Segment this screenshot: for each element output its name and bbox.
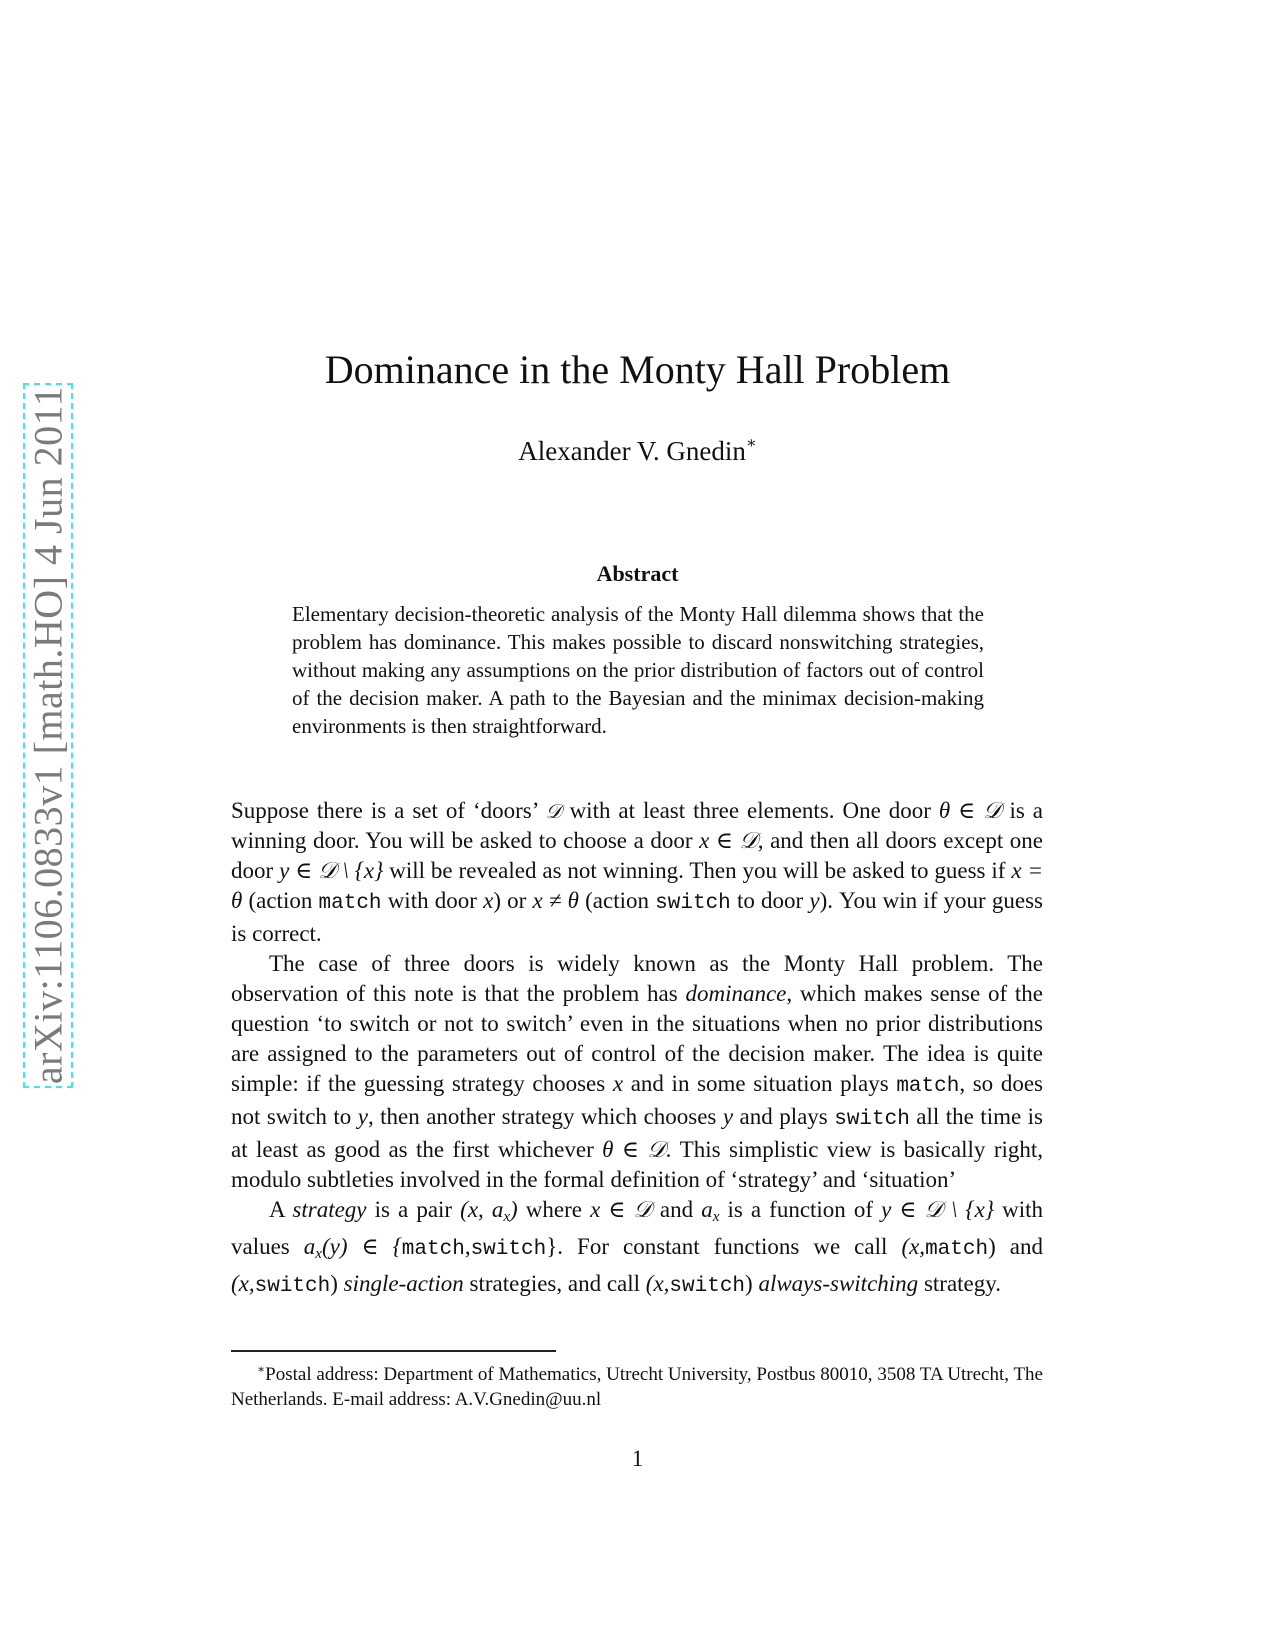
arxiv-identifier: arXiv:1106.0833v1 [math.HO] 4 Jun 2011 [25, 385, 71, 1085]
page-number: 1 [631, 1446, 644, 1471]
footnote-rule [231, 1350, 556, 1352]
paper-title: Dominance in the Monty Hall Problem [324, 347, 951, 392]
paragraph-3: A strategy is a pair (x, $a_x$) where x ∈ 𝒟 and $a_x$ is a function of y ∈ 𝒟 \ {x} with values $a_x(y)$ ∈ {match,switch}. For constant functions we call (x,match) and (x,switch) single-action strategies, and call (x,switch) always-switching strategy. [231, 1197, 1044, 1298]
paragraph-1: Suppose there is a set of ‘doors’ 𝒟 with at least three elements. One door θ ∈ 𝒟 is a winning door. You will be asked to choose a door x ∈ 𝒟, and then all doors except one door y ∈ 𝒟 \ {x} will be revealed as not winning. Then you will be asked to guess if x = θ (action match with door x) or x ≠ θ (action switch to door y). You win if your guess is correct. [231, 798, 1044, 946]
footnote-text: Postal address: Department of Mathematics, Utrecht University, Postbus 80010, 3508 TA Utrecht, The Netherlands. E-mail address: A.V.Gnedin@uu.nl [231, 1364, 1043, 1410]
paragraph-2: The case of three doors is widely known as the Monty Hall problem. The observation of this note is that the problem has dominance, which makes sense of the question ‘to switch or not to switch’ even in the situations when no prior distributions are assigned to the parameters out of control of the decision maker. The idea is quite simple: if the guessing strategy chooses x and in some situation plays match, so does not switch to y, then another strategy which chooses y and plays switch all the time is at least as good as the first whichever θ ∈ 𝒟. This simplistic view is basically right, modulo subtleties involved in the formal definition of ‘strategy’ and ‘situation’ [231, 951, 1044, 1192]
abstract-text: Elementary decision-theoretic analysis of the Monty Hall dilemma shows that the problem has dominance. This makes possible to discard nonswitching strategies, without making any assumptions on the prior distribution of factors out of control of the decision maker. A path to the Bayesian and the minimax decision-making environments is then straightforward. [292, 602, 984, 738]
abstract-heading: Abstract [596, 561, 679, 586]
footnote [231, 1357, 1043, 1412]
author-line [0, 433, 1275, 467]
author-footnote-mark: ∗ [745, 435, 757, 452]
footnote-mark: ∗ [257, 1362, 266, 1376]
author-name: Alexander V. Gnedin [518, 436, 746, 466]
body-text [231, 796, 1043, 1302]
